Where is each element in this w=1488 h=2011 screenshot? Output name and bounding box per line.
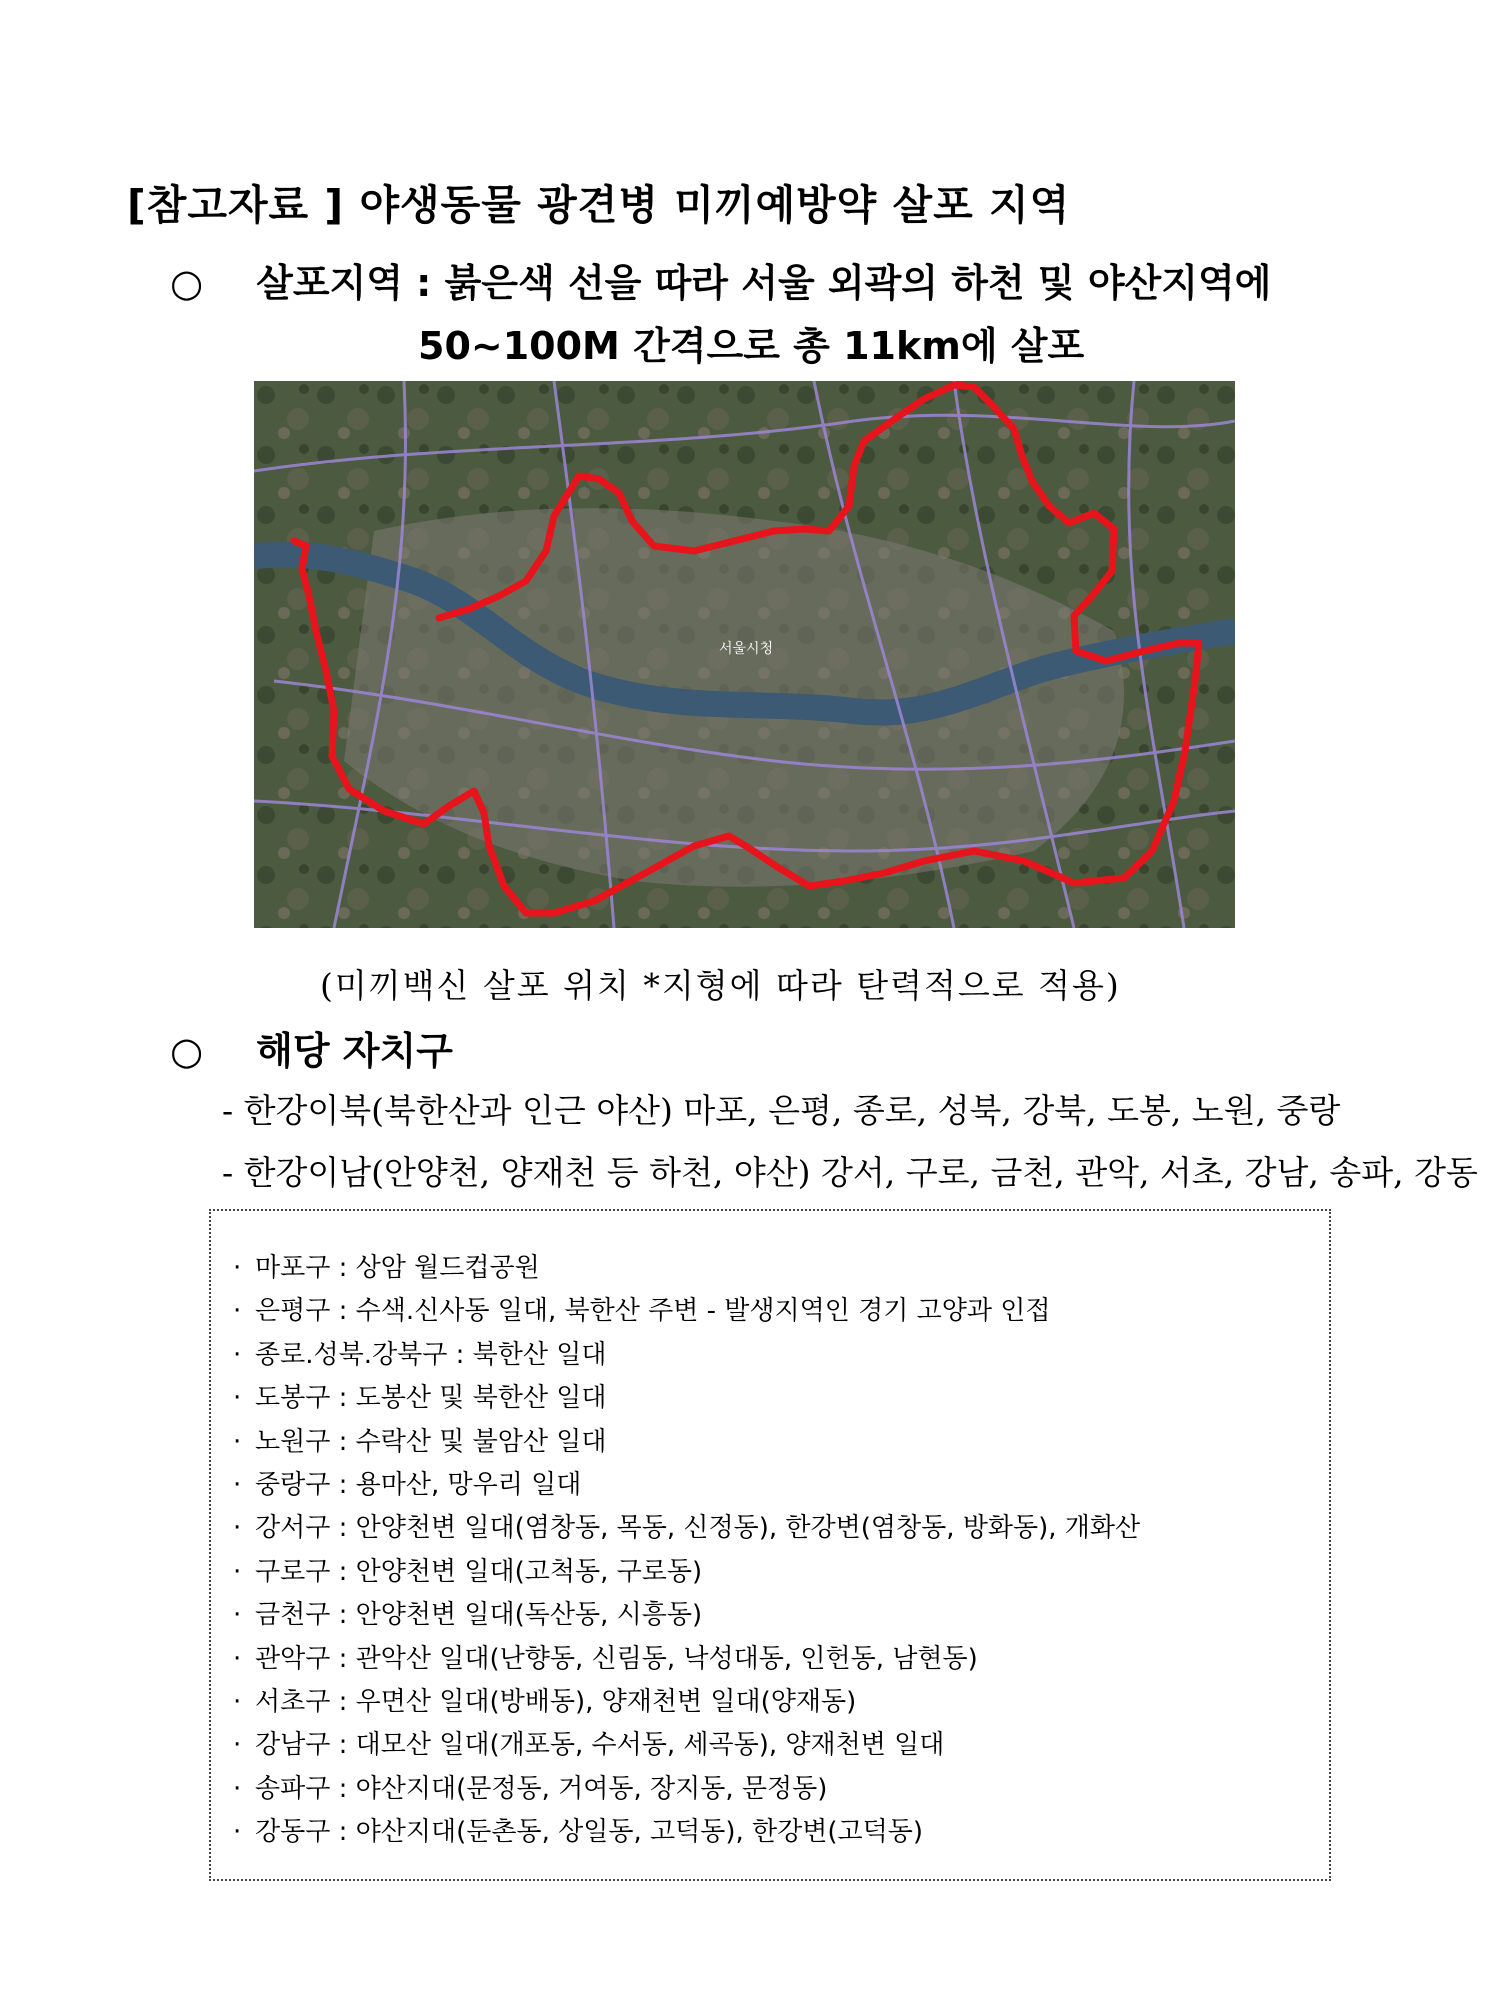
map-graphic bbox=[254, 381, 1235, 928]
districts-heading: 해당 자치구 bbox=[256, 1029, 453, 1073]
south-districts-line: - 한강이남(안양천, 양재천 등 하천, 야산) 강서, 구로, 금천, 관악, 서초, 강남, 송파, 강동 bbox=[222, 1153, 1478, 1192]
district-item bbox=[233, 1377, 1140, 1420]
district-text: 구로구 : 안양천변 일대(고척동, 구로동) bbox=[255, 1556, 703, 1587]
district-text: 서초구 : 우면산 일대(방배동), 양재천변 일대(양재동) bbox=[255, 1686, 857, 1717]
list-dot-icon: · bbox=[233, 1296, 242, 1327]
spray-area-line2: 50∼100M 간격으로 총 11km에 살포 bbox=[418, 324, 1085, 368]
section-districts bbox=[170, 1020, 453, 1075]
district-text: 송파구 : 야산지대(문정동, 거여동, 장지동, 문정동) bbox=[255, 1773, 828, 1804]
list-dot-icon: · bbox=[233, 1817, 242, 1848]
district-text: 도봉구 : 도봉산 및 북한산 일대 bbox=[255, 1383, 607, 1414]
district-text: 은평구 : 수색.신사동 일대, 북한산 주변 - 발생지역인 경기 고양과 인접 bbox=[255, 1296, 1051, 1327]
district-text: 금천구 : 안양천변 일대(독산동, 시흥동) bbox=[255, 1600, 703, 1631]
district-item bbox=[233, 1290, 1140, 1333]
section-spray-area bbox=[170, 252, 1271, 307]
map-label-city-hall: 서울시청 bbox=[719, 641, 774, 657]
list-dot-icon: · bbox=[233, 1253, 242, 1283]
seoul-satellite-map bbox=[254, 381, 1235, 928]
district-text: 노원구 : 수락산 및 불암산 일대 bbox=[255, 1426, 607, 1457]
district-item bbox=[233, 1421, 1140, 1464]
district-text: 강동구 : 야산지대(둔촌동, 상일동, 고덕동), 한강변(고덕동) bbox=[255, 1817, 924, 1848]
district-text: 마포구 : 상암 월드컵공원 bbox=[255, 1253, 540, 1283]
circle-bullet-icon: ○ bbox=[170, 261, 204, 305]
district-detail-box bbox=[209, 1209, 1331, 1881]
list-dot-icon: · bbox=[233, 1556, 242, 1587]
district-text: 종로.성북.강북구 : 북한산 일대 bbox=[255, 1339, 607, 1370]
district-item bbox=[233, 1551, 1140, 1594]
spray-area-line1: 살포지역 : 붉은색 선을 따라 서울 외곽의 하천 및 야산지역에 bbox=[256, 261, 1272, 305]
list-dot-icon: · bbox=[233, 1383, 242, 1414]
list-dot-icon: · bbox=[233, 1730, 242, 1761]
district-text: 관악구 : 관악산 일대(난향동, 신림동, 낙성대동, 인헌동, 남현동) bbox=[255, 1643, 978, 1674]
page-title: [참고자료 ] 야생동물 광견병 미끼예방약 살포 지역 bbox=[127, 181, 1071, 229]
list-dot-icon: · bbox=[233, 1426, 242, 1457]
list-dot-icon: · bbox=[233, 1469, 242, 1500]
district-list bbox=[233, 1247, 1140, 1854]
district-item bbox=[233, 1768, 1140, 1811]
district-item bbox=[233, 1724, 1140, 1767]
district-item bbox=[233, 1247, 1140, 1290]
north-districts-line: - 한강이북(북한산과 인근 야산) 마포, 은평, 종로, 성북, 강북, 도봉, 노원, 중랑 bbox=[222, 1091, 1341, 1130]
district-item bbox=[233, 1507, 1140, 1550]
district-text: 강남구 : 대모산 일대(개포동, 수서동, 세곡동), 양재천변 일대 bbox=[255, 1730, 945, 1761]
district-item bbox=[233, 1594, 1140, 1637]
map-caption: (미끼백신 살포 위치 *지형에 따라 탄력적으로 적용) bbox=[320, 966, 1121, 1005]
district-text: 중랑구 : 용마산, 망우리 일대 bbox=[255, 1469, 582, 1500]
list-dot-icon: · bbox=[233, 1643, 242, 1674]
circle-bullet-icon: ○ bbox=[170, 1029, 204, 1073]
list-dot-icon: · bbox=[233, 1686, 242, 1717]
list-dot-icon: · bbox=[233, 1600, 242, 1631]
district-text: 강서구 : 안양천변 일대(염창동, 목동, 신정동), 한강변(염창동, 방화동), 개화산 bbox=[255, 1513, 1141, 1544]
list-dot-icon: · bbox=[233, 1513, 242, 1544]
district-item bbox=[233, 1334, 1140, 1377]
list-dot-icon: · bbox=[233, 1773, 242, 1804]
district-item bbox=[233, 1681, 1140, 1724]
list-dot-icon: · bbox=[233, 1339, 242, 1370]
district-item bbox=[233, 1638, 1140, 1681]
district-item bbox=[233, 1464, 1140, 1507]
district-item bbox=[233, 1811, 1140, 1854]
